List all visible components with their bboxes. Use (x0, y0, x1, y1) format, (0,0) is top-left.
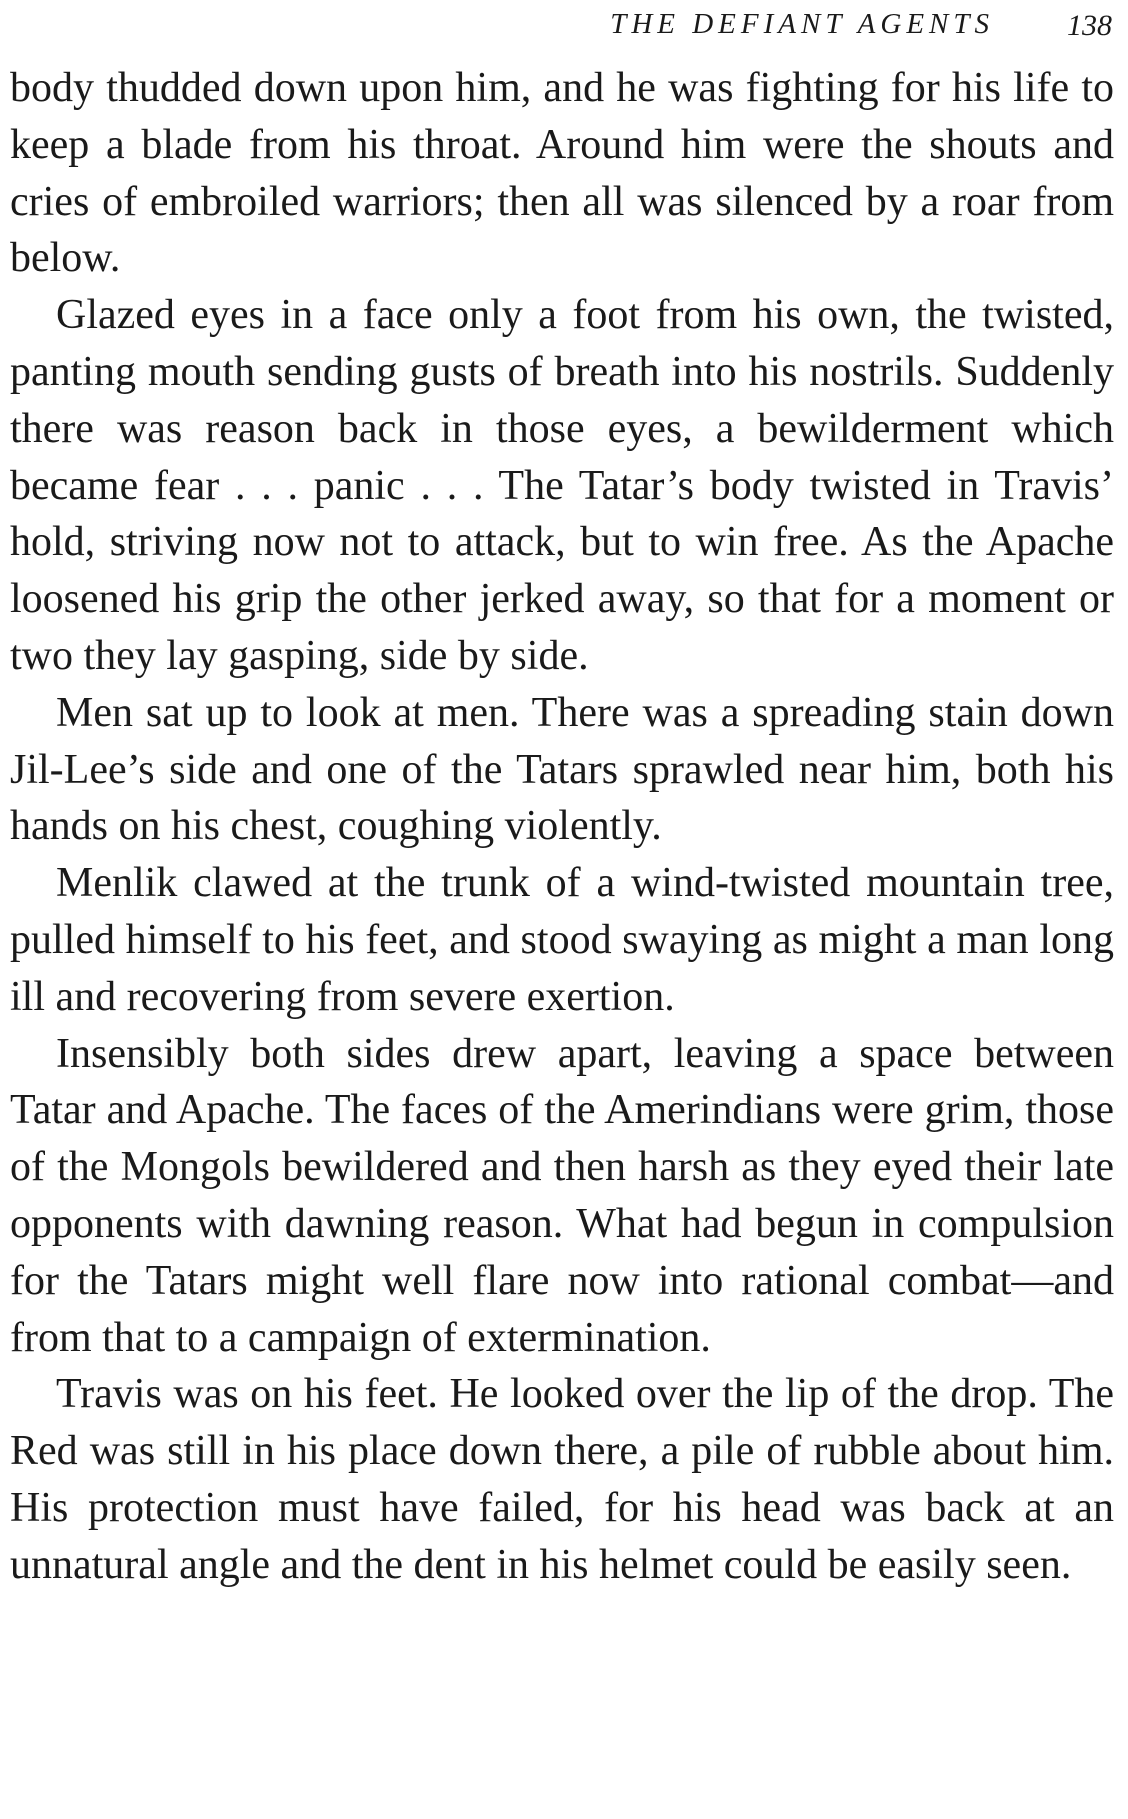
running-head (0, 4, 1112, 44)
paragraph: Glazed eyes in a face only a foot from his own, the twisted, panting mouth sending gusts of breath into his nostrils. Suddenly there was reason back in those eyes, a bewilderment which became fear . . . panic . . . The Tatar’s body twisted in Travis’ hold, striving now not to attack, but to win free. As the Apache loosened his grip the other jerked away, so that for a moment or two they lay gasping, side by side. (10, 292, 1114, 679)
paragraph-continued: body thudded down upon him, and he was fighting for his life to keep a blade from his throat. Around him were the shouts and cries of embroiled warriors; then all was silenced by a roar from below. (10, 65, 1114, 282)
paragraph: Insensibly both sides drew apart, leaving a space between Tatar and Apache. The faces of the Amerindians were grim, those of the Mongols bewildered and then harsh as they eyed their late opponents with dawning reason. What had begun in compulsion for the Tatars might well flare now into rational combat—and from that to a campaign of extermination. (10, 1030, 1114, 1361)
running-title: THE DEFIANT AGENTS (610, 8, 994, 40)
body-text (10, 60, 1114, 1594)
page-number: 138 (1067, 9, 1112, 42)
paragraph: Travis was on his feet. He looked over the lip of the drop. The Red was still in his place down there, a pile of rubble about him. His protection must have failed, for his head was back at an unnatural angle and the dent in his helmet could be easily seen. (10, 1371, 1114, 1588)
paragraph: Men sat up to look at men. There was a spreading stain down Jil-Lee’s side and one of the Tatars sprawled near him, both his hands on his chest, coughing violently. (10, 689, 1114, 850)
paragraph: Menlik clawed at the trunk of a wind-twisted mountain tree, pulled himself to his feet, and stood swaying as might a man long ill and recovering from severe exertion. (10, 860, 1114, 1020)
